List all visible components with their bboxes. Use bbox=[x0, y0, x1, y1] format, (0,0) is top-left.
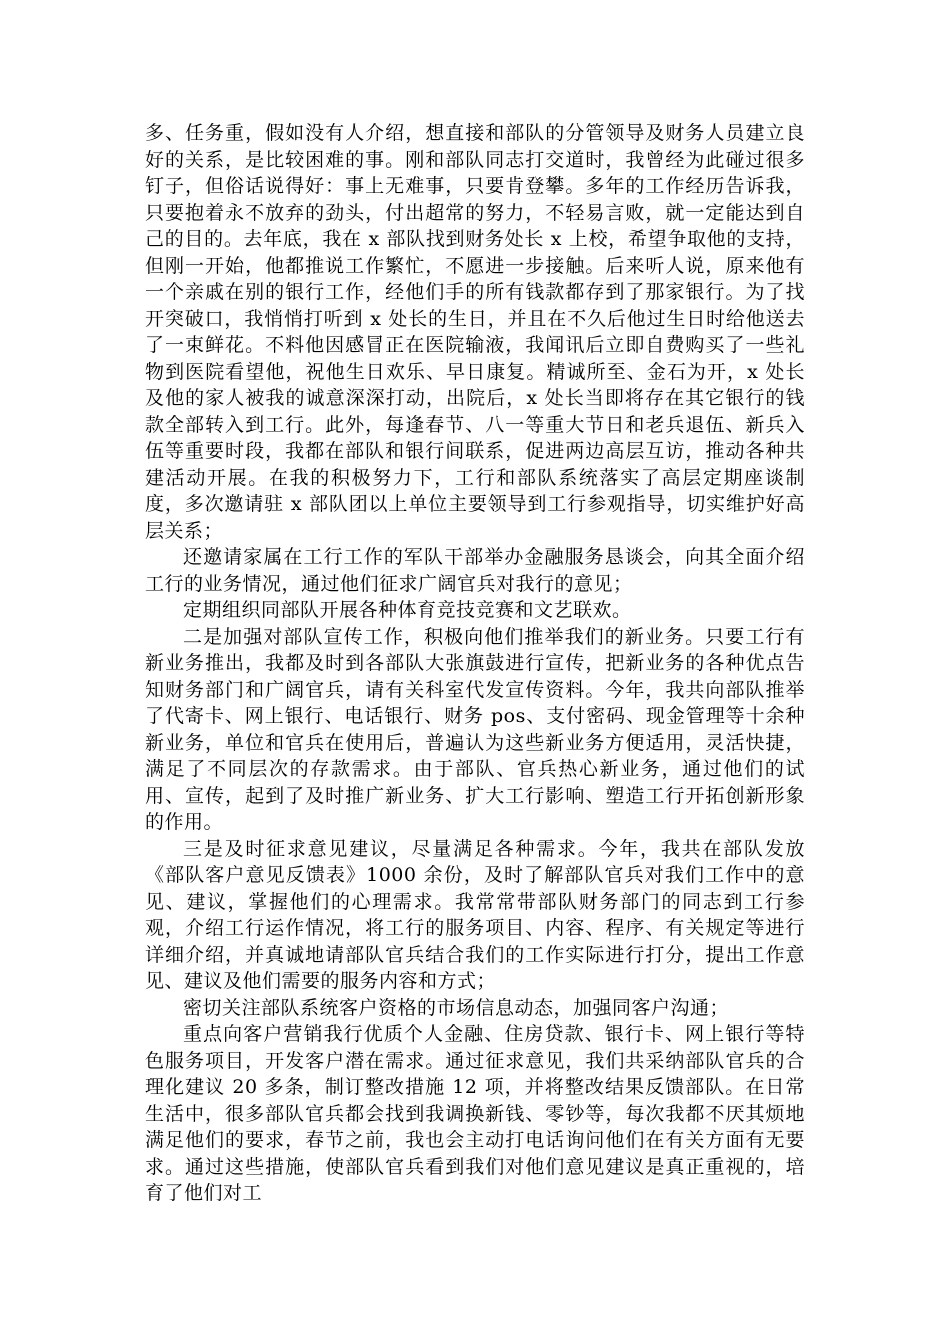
paragraph-3: 定期组织同部队开展各种体育竞技竞赛和文艺联欢。 bbox=[183, 599, 632, 621]
paragraph-2: 还邀请家属在工行工作的军队干部举办金融服务恳谈会，向其全面介绍工行的业务情况，通过他们征求广阔官兵对我行的意见； bbox=[145, 546, 805, 595]
paragraph-7: 重点向客户营销我行优质个人金融、住房贷款、银行卡、网上银行等特色服务项目，开发客户潜在需求。通过征求意见，我们共采纳部队官兵的合理化建议 20 多条，制订整改措施 12 项，并将整改结果反馈部队。在日常生活中，很多部队官兵都会找到我调换新钱、零钞等，每次我都不厌其烦地满足他们的要求，春节之前，我也会主动打电话询问他们在有关方面有无要求。通过这些措施，使部队官兵看到我们对他们意见建议是真正重视的，培育了他们对工 bbox=[145, 1023, 805, 1204]
paragraph-5: 三是及时征求意见建议，尽量满足各种需求。今年，我共在部队发放《部队客户意见反馈表》1000 余份，及时了解部队官兵对我们工作中的意见、建议，掌握他们的心理需求。我常常带部队财务部门的同志到工行参观，介绍工行运作情况，将工行的服务项目、内容、程序、有关规定等进行详细介绍，并真诚地请部队官兵结合我们的工作实际进行打分，提出工作意见、建议及他们需要的服务内容和方式； bbox=[145, 837, 805, 992]
document-body bbox=[145, 120, 805, 1207]
paragraph-6: 密切关注部队系统客户资格的市场信息动态，加强同客户沟通； bbox=[183, 996, 730, 1019]
paragraph-1: 多、任务重，假如没有人介绍，想直接和部队的分管领导及财务人员建立良好的关系，是比较困难的事。刚和部队同志打交道时，我曾经为此碰过很多钉子，但俗话说得好：事上无难事，只要肯登攀。多年的工作经历告诉我，只要抱着永不放弃的劲头，付出超常的努力，不轻易言败，就一定能达到自己的目的。去年底，我在 x 部队找到财务处长 x 上校，希望争取他的支持，但刚一开始，他都推说工作繁忙，不愿进一步接触。后来听人说，原来他有一个亲戚在别的银行工作，经他们手的所有钱款都存到了那家银行。为了找开突破口，我悄悄打听到 x 处长的生日，并且在不久后他过生日时给他送去了一束鲜花。不料他因感冒正在医院输液，我闻讯后立即自费购买了一些礼物到医院看望他，祝他生日欢乐、早日康复。精诚所至、金石为开，x 处长及他的家人被我的诚意深深打动，出院后，x 处长当即将存在其它银行的钱款全部转入到工行。此外，每逢春节、八一等重大节日和老兵退伍、新兵入伍等重要时段，我都在部队和银行间联系，促进两边高层互访，推动各种共建活动开展。在我的积极努力下，工行和部队系统落实了高层定期座谈制度，多次邀请驻 x 部队团以上单位主要领导到工行参观指导，切实维护好高层关系； bbox=[145, 122, 805, 542]
paragraph-4: 二是加强对部队宣传工作，积极向他们推举我们的新业务。只要工行有新业务推出，我都及时到各部队大张旗鼓进行宣传，把新业务的各种优点告知财务部门和广阔官兵，请有关科室代发宣传资料。今年，我共向部队推举了代寄卡、网上银行、电话银行、财务 pos、支付密码、现金管理等十余种新业务，单位和官兵在使用后，普遍认为这些新业务方便适用，灵活快捷，满足了不同层次的存款需求。由于部队、官兵热心新业务，通过他们的试用、宣传，起到了及时推广新业务、扩大工行影响、塑造工行开拓创新形象的作用。 bbox=[145, 625, 805, 833]
